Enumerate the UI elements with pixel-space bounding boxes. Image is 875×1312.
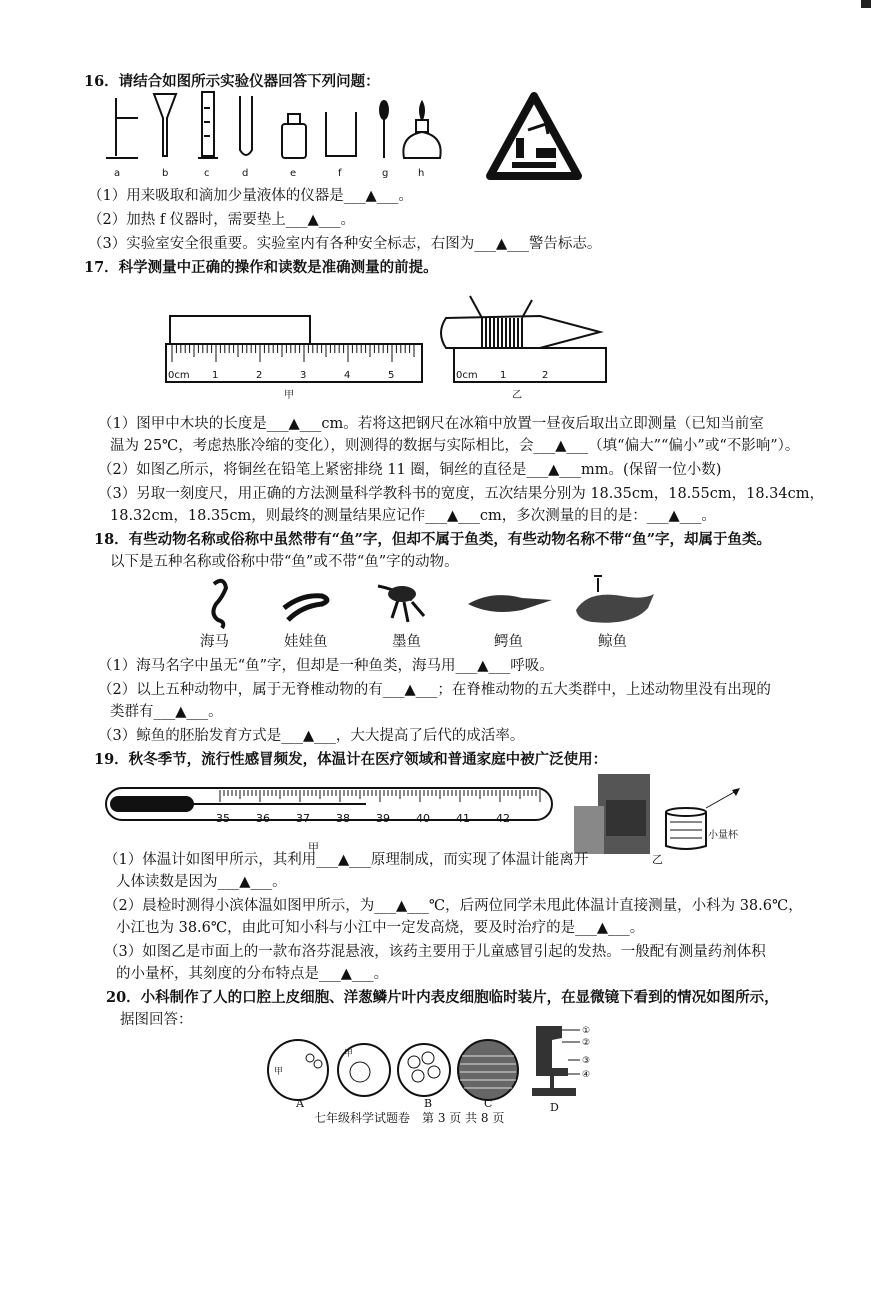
svg-text:1: 1	[500, 370, 507, 381]
q20-title-1: 20．小科制作了人的口腔上皮细胞、洋葱鳞片叶内表皮细胞临时装片，在显微镜下看到的情况如图所示，	[106, 989, 779, 1006]
svg-text:41: 41	[456, 812, 470, 825]
svg-text:5: 5	[388, 370, 395, 381]
q19-fig-a-label: 甲	[308, 841, 319, 854]
funnel	[154, 94, 176, 156]
alcohol-lamp	[403, 132, 440, 158]
svg-text:2: 2	[542, 370, 549, 381]
svg-text:0cm: 0cm	[168, 370, 190, 381]
q20-title-2: 据图回答：	[120, 1012, 193, 1028]
pencil	[441, 316, 600, 348]
animal-label-salamander: 娃娃鱼	[284, 634, 328, 650]
q17-part3-a: （3）另取一刻度尺，用正确的方法测量科学教科书的宽度，五次结果分别为 18.35cm，18.55cm，18.34cm，	[98, 486, 824, 502]
q18-title-2: 以下是五种名称或俗称中带“鱼”或不带“鱼”字的动物。	[110, 554, 459, 570]
q16-part1: （1）用来吸取和滴加少量液体的仪器是___▲___。	[88, 188, 413, 204]
svg-text:甲: 甲	[344, 1049, 354, 1059]
svg-text:2: 2	[256, 370, 263, 381]
label-c: C	[484, 1097, 493, 1110]
q16-title: 16．请结合如图所示实验仪器回答下列问题：	[84, 73, 380, 90]
svg-text:42: 42	[496, 812, 510, 825]
svg-text:f: f	[338, 168, 342, 179]
svg-text:④: ④	[582, 1070, 591, 1080]
q17-part2: （2）如图乙所示，将铜丝在铅笔上紧密排绕 11 圈，铜丝的直径是___▲___mm。(保留一位小数)	[98, 462, 722, 478]
corrosive-warning-sign	[486, 90, 582, 182]
graduated-cylinder	[202, 92, 214, 156]
svg-text:b: b	[162, 168, 169, 179]
q18-part2-b: 类群有___▲___。	[110, 704, 223, 720]
ruler-figures	[160, 290, 620, 402]
q17-title: 17．科学测量中正确的操作和读数是准确测量的前提。	[84, 259, 438, 276]
svg-text:甲: 甲	[284, 390, 294, 401]
q19-part2-a: （2）晨检时测得小滨体温如图甲所示，为___▲___℃，后两位同学未甩此体温计直接测量，小科为 38.6℃，	[104, 898, 803, 914]
thermometer-figure	[104, 782, 558, 830]
animal-label-cuttlefish: 墨鱼	[392, 634, 421, 650]
microscope-figure	[262, 1018, 602, 1102]
label-a: A	[296, 1097, 304, 1110]
svg-text:37: 37	[296, 812, 310, 825]
medicine-bottle	[574, 806, 604, 854]
svg-text:①: ①	[582, 1026, 591, 1036]
svg-text:d: d	[242, 168, 249, 179]
svg-text:e: e	[290, 168, 297, 179]
microscope	[536, 1026, 568, 1076]
q19-part1-a: （1）体温计如图甲所示，其利用___▲___原理制成，而实现了体温计能离开	[104, 852, 589, 868]
q16-part3: （3）实验室安全很重要。实验室内有各种安全标志，右图为___▲___警告标志。	[88, 236, 602, 252]
animal-label-seahorse: 海马	[200, 634, 229, 650]
svg-text:4: 4	[344, 370, 351, 381]
label-d: D	[550, 1101, 559, 1114]
svg-text:1: 1	[212, 370, 219, 381]
svg-text:c: c	[204, 168, 210, 179]
svg-text:40: 40	[416, 812, 430, 825]
q17-part1-b: 温为 25℃，考虑热胀冷缩的变化），则测得的数据与实际相比，会___▲___（填“偏大”“偏小”或“不影响”）。	[110, 438, 800, 454]
wood-block	[170, 316, 310, 344]
q18-part2-a: （2）以上五种动物中，属于无脊椎动物的有___▲___；在脊椎动物的五大类群中，上述动物里没有出现的	[98, 682, 771, 698]
lab-instruments-figure	[104, 88, 464, 180]
label-b: B	[424, 1097, 433, 1110]
q18-title-1: 18．有些动物名称或俗称中虽然带有“鱼”字，但却不属于鱼类，有些动物名称不带“鱼”字，却属于鱼类。	[94, 531, 772, 548]
animal-label-crocodile: 鳄鱼	[494, 634, 523, 650]
test-tube	[240, 96, 252, 155]
scan-mark	[861, 0, 871, 8]
svg-text:③: ③	[582, 1056, 591, 1066]
seahorse-picture	[213, 581, 226, 628]
view-d	[458, 1040, 518, 1100]
cup-label: 小量杯	[708, 830, 738, 841]
q19-fig-b-label: 乙	[652, 853, 663, 866]
svg-text:乙: 乙	[512, 390, 522, 401]
q19-part2-b: 小江也为 38.6℃，由此可知小科与小江中一定发高烧，要及时治疗的是___▲___。	[116, 920, 645, 936]
animal-pictures	[192, 570, 664, 634]
q18-part3: （3）鲸鱼的胚胎发育方式是___▲___，大大提高了后代的成活率。	[98, 728, 525, 744]
q19-part1-b: 人体读数是因为___▲___。	[116, 874, 287, 890]
svg-text:②: ②	[582, 1038, 591, 1048]
q19-title: 19．秋冬季节，流行性感冒频发，体温计在医疗领域和普通家庭中被广泛使用：	[94, 751, 608, 768]
svg-text:36: 36	[256, 812, 270, 825]
svg-text:h: h	[418, 168, 425, 179]
svg-text:甲: 甲	[274, 1067, 284, 1077]
q18-part1: （1）海马名字中虽无“鱼”字，但却是一种鱼类，海马用___▲___呼吸。	[98, 658, 554, 674]
page-footer: 七年级科学试题卷 第 3 页 共 8 页	[314, 1111, 505, 1125]
q17-part3-b: 18.32cm，18.35cm，则最终的测量结果应记作___▲___cm，多次测量的目的是：___▲___。	[110, 508, 716, 524]
thermometer-bulb	[110, 796, 194, 812]
view-c	[398, 1044, 450, 1096]
svg-text:35: 35	[216, 812, 230, 825]
q19-part3-b: 的小量杯，其刻度的分布特点是___▲___。	[116, 966, 389, 982]
svg-text:0cm: 0cm	[456, 370, 478, 381]
salamander-picture	[284, 596, 327, 620]
svg-text:g: g	[382, 168, 389, 179]
svg-text:3: 3	[300, 370, 307, 381]
svg-text:39: 39	[376, 812, 390, 825]
svg-text:a: a	[114, 168, 121, 179]
crocodile-picture	[468, 595, 552, 612]
svg-text:38: 38	[336, 812, 350, 825]
q16-part2: （2）加热 f 仪器时，需要垫上___▲___。	[88, 212, 355, 228]
whale-picture	[576, 594, 654, 623]
animal-label-whale: 鲸鱼	[598, 634, 627, 650]
beaker	[326, 112, 356, 156]
reagent-bottle	[282, 124, 306, 158]
q17-part1-a: （1）图甲中木块的长度是___▲___cm。若将这把钢尺在冰箱中放置一昼夜后取出立即测量（已知当前室	[98, 416, 764, 432]
q19-part3-a: （3）如图乙是市面上的一款布洛芬混悬液，该药主要用于儿童感冒引起的发热。一般配有测量药剂体积	[104, 944, 766, 960]
